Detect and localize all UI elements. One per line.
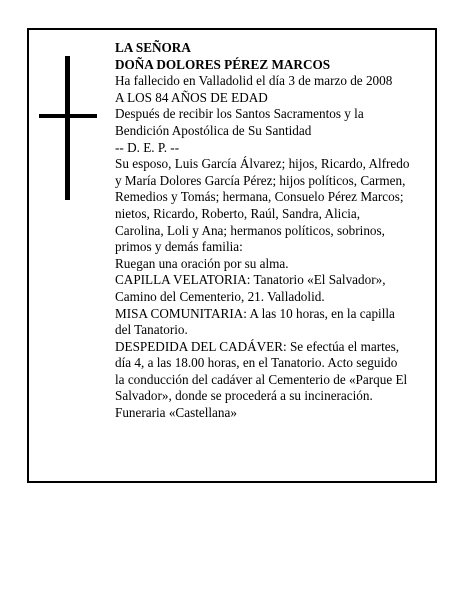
funeral-home: Funeraria «Castellana» <box>115 405 237 421</box>
age-line: A LOS 84 AÑOS DE EDAD <box>115 89 268 105</box>
mass-line-2: del Tanatorio. <box>115 322 188 338</box>
farewell-line-2: día 4, a las 18.00 horas, en el Tanatorio. Acto seguido <box>115 355 398 371</box>
prayer-request: Ruegan una oración por su alma. <box>115 255 289 271</box>
farewell-line-4: Salvador», donde se procederá a su incineración. <box>115 388 373 404</box>
chapel-line-1: CAPILLA VELATORIA: Tanatorio «El Salvador», <box>115 272 386 288</box>
family-line-5: Carolina, Loli y Ana; hermanos políticos, sobrinos, <box>115 222 385 238</box>
chapel-line-2: Camino del Cementerio, 21. Valladolid. <box>115 288 325 304</box>
farewell-line-1: DESPEDIDA DEL CADÁVER: Se efectúa el martes, <box>115 338 400 354</box>
cross-horizontal-bar <box>39 114 97 118</box>
family-line-2: y María Dolores García Pérez; hijos políticos, Carmen, <box>115 172 406 188</box>
sacraments-line-2: Bendición Apostólica de Su Santidad <box>115 122 312 138</box>
cross-vertical-bar <box>65 56 70 200</box>
cross-icon <box>39 56 97 200</box>
mass-line-1: MISA COMUNITARIA: A las 10 horas, en la capilla <box>115 305 395 321</box>
notice-text <box>115 40 427 422</box>
obituary-notice <box>27 28 437 483</box>
family-line-3: Remedios y Tomás; hermana, Consuelo Pérez Marcos; <box>115 189 404 205</box>
farewell-line-3: la conducción del cadáver al Cementerio de «Parque El <box>115 371 408 387</box>
sacraments-line-1: Después de recibir los Santos Sacramentos y la <box>115 106 364 122</box>
death-announcement: Ha fallecido en Valladolid el día 3 de marzo de 2008 <box>115 73 393 89</box>
notice-title: LA SEÑORA <box>115 40 191 55</box>
rip-line: -- D. E. P. -- <box>115 139 180 155</box>
family-line-1: Su esposo, Luis García Álvarez; hijos, Ricardo, Alfredo <box>115 156 410 172</box>
family-line-4: nietos, Ricardo, Roberto, Raúl, Sandra, Alicia, <box>115 205 361 221</box>
family-line-6: primos y demás familia: <box>115 239 243 255</box>
deceased-name: DOÑA DOLORES PÉREZ MARCOS <box>115 56 331 72</box>
